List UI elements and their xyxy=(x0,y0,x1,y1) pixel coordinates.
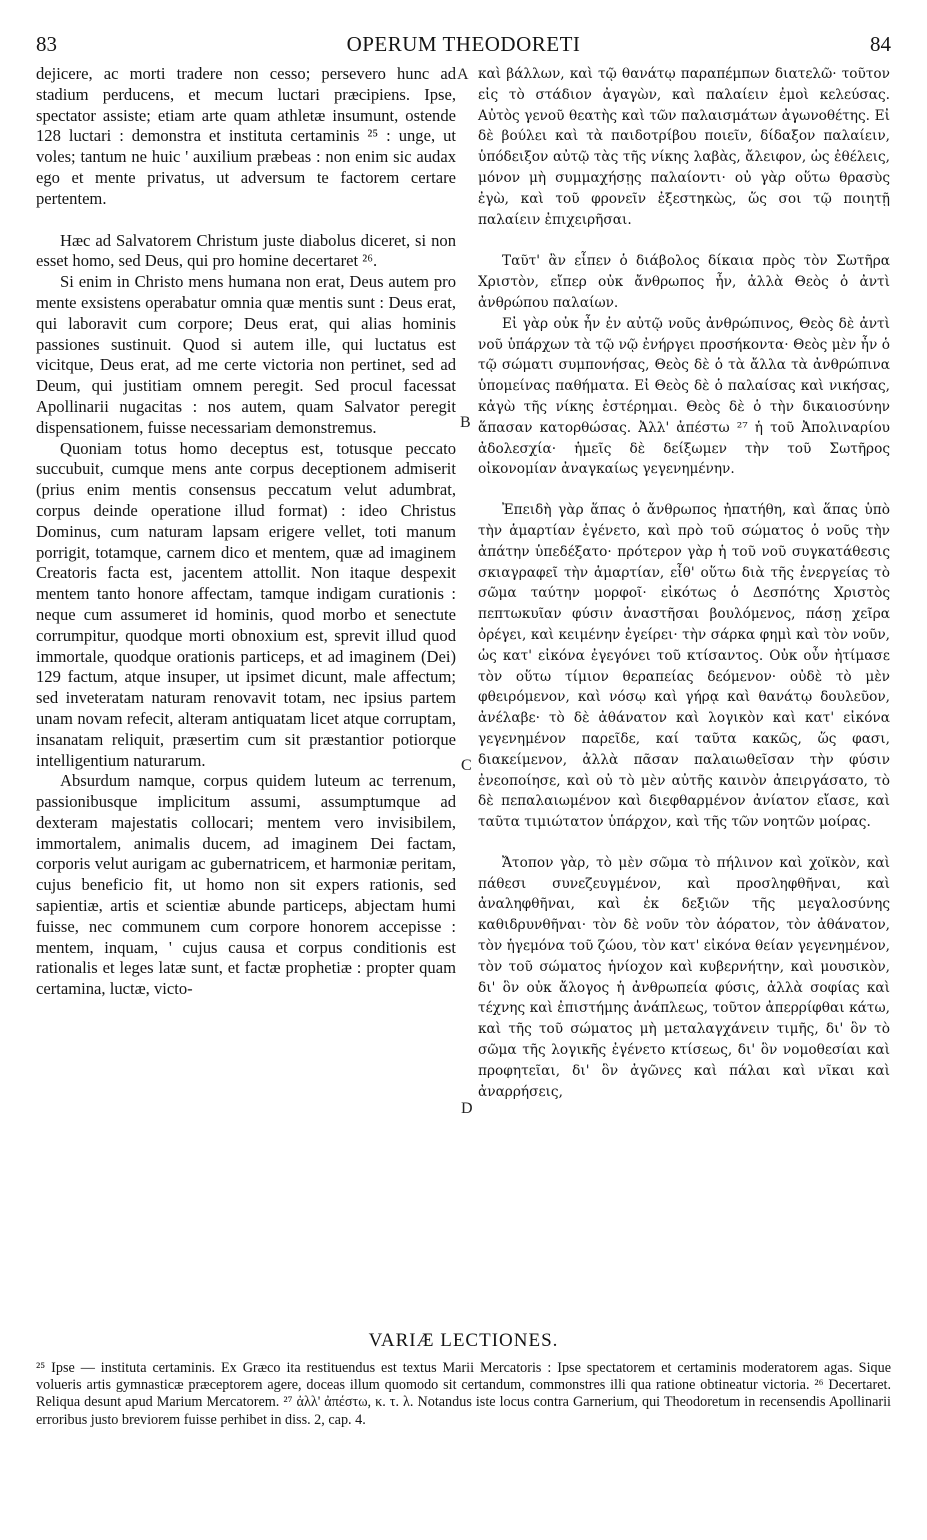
greek-paragraph: καὶ βάλλων, καὶ τῷ θανάτῳ παραπέμπων διατελῶ· τοῦτον εἰς τὸ στάδιον ἀγαγὼν, καὶ παλαίειν ἐμοὶ κελεύσας. Αὐτὸς γενοῦ θεατὴς καὶ τῶν παλαισμάτων ἀγωνοθέτης. Εἰ δὲ βούλει καὶ τὰ παιδοτρίβου ποιεῖν, δίδαξον παλαίειν, ὑπόδειξον αὐτῷ τὰς τῆς νίκης λαβὰς, ἄλειφον, ὡς ἐθέλεις, μόνον μὴ συμμαχήσῃς παλαίοντι· οὐ γὰρ οὕτω θρασὺς ἐγὼ, καὶ τοῦ φρονεῖν ἐξεστηκὼς, ὥς σοι τῷ ποιητῇ παλαίειν ἐπιχειρῆσαι. xyxy=(478,66,890,228)
variae-lectiones-heading: VARIÆ LECTIONES. xyxy=(368,1330,559,1351)
latin-paragraph: Quoniam totus homo deceptus est, totusque peccato succubuit, cumque mens ante corpus deceptionem admiserit (prius enim mentis consensus peccatum velut adumbrat, corpus deinde operatione illud format) : ideo Christus Dominus, cum naturam lapsam erigere vellet, toti manum porrigit, totamque, carnem dico et mentem, quæ ad imaginem Creatoris facta est, jacentem attollit. Non itaque despexit mentem tanto honore affectam, tamque indigam curationis : neque cum assumeret id hominis, quod morbo et senectute corrumpitur, quodque morti obnoxium est, sprevit illud quod immortale, quodque orationis particeps, et ad imaginem (Dei) 129 factum, atque insuper, ut ipsimet dicunt, male affectum; sed inveteratam naturam renovavit totam, nec ipsius partem unam novam refecit, alteram antiquatam licet atque corruptam, insanatam reliquit, præsertim cum sit præstantior potiorque intelligentium naturarum. xyxy=(36,438,456,770)
latin-column xyxy=(36,64,456,1000)
footnote-text: ²⁵ Ipse — instituta certaminis. Ex Græco ita restituendus est textus Marii Mercatoris : Ipse spectatorem et certaminis moderatorem agas. Sique volueris artis gymnasticæ præceptorem agere, doceas illum quomodo sit certandum, commonstres illi qua ratione obtineatur victoria. ²⁶ Decertaret. Reliqua desunt apud Marium Mercatorem. ²⁷ ἀλλ' ἀπέστω, κ. τ. λ. Notandus iste locus contra Garnerium, qui Theodoretum in recensendis Apollinarii erroribus justo breviorem fuisse perhibet in diss. 2, cap. 4. xyxy=(36,1360,891,1428)
margin-letter-a: A xyxy=(457,66,469,83)
right-page-number: 84 xyxy=(870,32,891,56)
latin-paragraph: Si enim in Christo mens humana non erat, Deus autem pro mente exsistens operabatur omnia quæ mentis sunt : Deus erat, qui laboravit cum corpore; Deus erat, qui alias hominis passiones sustinuit. Quod si autem ille, qui luctatus est vicitque, Deus erat, ad me certe victoria non pertinet, sed ad Deum, qui justitiam omnem peregit. Sed procul facessat Apollinarii nugacitas : nos autem, quam Salvator peregit dispensationem, fuisse necessariam demonstremus. xyxy=(36,272,456,437)
greek-paragraph: Ἄτοπον γὰρ, τὸ μὲν σῶμα τὸ πήλινον καὶ χοϊκὸν, καὶ πάθεσι συνεζευγμένον, καὶ προσληφθῆναι, καὶ ἀναληφθῆναι, καὶ ἐκ δεξιῶν τῆς μεγαλοσύνης καθιδρυνθῆναι· τὸν δὲ νοῦν τὸν ἀόρατον, τὸν ἀθάνατον, τὸν ἡγεμόνα τοῦ ζώου, τὸν κατ' εἰκόνα θείαν γεγενημένον, τὸν τοῦ σώματος ἡνίοχον καὶ κυβερνήτην, καὶ μουσικὸν, δι' ὃν οὐκ ἄλογος ἡ ἀνθρωπεία φύσις, ἀλλὰ σοφίας καὶ τέχνης καὶ ἐπιστήμης ἀνάπλεως, τοῦτον ἀπερρίφθαι κάτω, καὶ τῆς τοῦ σώματος μὴ μεταλαγχάνειν τιμῆς, δι' ὃν τὸ σῶμα τῆς λογικῆς ἐγένετο κτίσεως, δι' ὃν νομοθεσίαι καὶ προφητεῖαι, δι' ὃν ἀγῶνες καὶ πάλαι καὶ νῖκαι καὶ ἀναρρήσεις, xyxy=(478,854,890,1100)
greek-paragraph: Εἰ γὰρ οὐκ ἦν ἐν αὐτῷ νοῦς ἀνθρώπινος, Θεὸς δὲ ἀντὶ νοῦ ὑπάρχων τὰ τῷ νῷ ἐνήργει προσήκοντα· Θεὸς μὲν ἦν ὁ τῷ σώματι συμπονήσας, Θεὸς δὲ ὁ τὰ ἄλλα τὰ ἀνθρώπινα ὑπομείνας παθήματα. Εἰ Θεὸς δὲ ὁ παλαίσας καὶ νικήσας, κἀγὼ τῆς νίκης ἐστέρημαι. Θεὸς δὲ ὁ τὴν δικαιοσύνην ἅπασαν κατορθώσας. Ἀλλ' ἀπέστω ²⁷ ἡ τοῦ Ἀπολιναρίου ἀδολεσχία· ἡμεῖς δὲ δείξωμεν τὴν τοῦ Σωτῆρος οἰκονομίαν ἀναγκαίως γεγενημένην. xyxy=(478,315,890,478)
margin-letter-c: C xyxy=(461,757,472,774)
page-header xyxy=(36,32,891,62)
running-title: OPERUM THEODORETI xyxy=(346,32,581,56)
greek-paragraph: Ταῦτ' ἂν εἶπεν ὁ διάβολος δίκαια πρὸς τὸν Σωτῆρα Χριστὸν, εἴπερ οὐκ ἄνθρωπος ἦν, ἀλλὰ Θεὸς ὁ ἀντὶ ἀνθρώπου παλαίων. xyxy=(478,253,890,311)
latin-paragraph: Hæc ad Salvatorem Christum juste diabolus diceret, si non esset homo, sed Deus, qui pro homine decertaret ²⁶. xyxy=(36,230,456,271)
greek-paragraph: Ἐπειδὴ γὰρ ἅπας ὁ ἄνθρωπος ἠπατήθη, καὶ ἅπας ὑπὸ τὴν ἁμαρτίαν ἐγένετο, καὶ πρὸ τοῦ σώματος ὁ νοῦς τὴν ἀπάτην ὑπεδέξατο· πρότερον γὰρ ἡ τοῦ νοῦ συγκατάθεσις σκιαγραφεῖ τὴν ἁμαρτίαν, εἶθ' οὕτω διὰ τῆς ἐνεργείας τὸ σῶμα ταύτην μορφοῖ· εἰκότως ὁ Δεσπότης Χριστὸς πεπτωκυῖαν φύσιν ἀναστῆσαι βουλόμενος, πάσῃ χεῖρα ὀρέγει, καὶ κειμένην ἐγείρει· τὴν σάρκα φημὶ καὶ τὸν νοῦν, ὡς κατ' εἰκόνα ἐγεγόνει τοῦ κτίσαντος. Οὐκ οὖν ἠτίμασε τὸν οὕτω τίμιον θεραπείας δεόμενον· οὐδὲ τὸ μὲν φθειρόμενον, καὶ νόσῳ καὶ γήρᾳ καὶ θανάτῳ δουλεῦον, ἀνέλαβε· τὸ δὲ ἀθάνατον καὶ λογικὸν καὶ κατ' εἰκόνα γεγενημένον παρεῖδε, καί ταῦτα κακῶς, ὥς φασι, διακείμενον, ἀλλὰ πᾶσαν παλαιωθεῖσαν τὴν φύσιν ἐνεοποίησε, καὶ οὐ τὸ μὲν αὐτῆς καινὸν ἀπειργάσατο, τὸ δὲ πεπαλαιωμένον καὶ διεφθαρμένον ἀνίατον εἴασε, καὶ ταῦτα τιμιώτατον ὑπάρχον, καὶ τῆς τῶν νοητῶν μοίρας. xyxy=(478,502,890,831)
greek-column xyxy=(478,64,890,1102)
left-page-number: 83 xyxy=(36,32,57,56)
margin-letter-b: B xyxy=(460,414,471,431)
footnotes xyxy=(36,1360,891,1429)
latin-paragraph: dejicere, ac morti tradere non cesso; persevero hunc ad stadium perducens, et mecum luctari præcipiens. Ipse, spectator assiste; etiam arte quam athletæ insumunt, ostende 128 luctari : demonstra et instituta certaminis ²⁵ : unge, ut voles; tantum ne huic ' auxilium præbeas : non enim sic audax ego et mente privatus, ut adversum te factorem certare pertentem. xyxy=(36,64,456,208)
latin-paragraph: Absurdum namque, corpus quidem luteum ac terrenum, passionibusque implicitum assumi, assumptumque ad dexteram majestatis collocari; mentem vero invisibilem, immortalem, animalis ducem, ad imaginem Dei factam, corporis velut aurigam ac gubernatricem, et harmoniæ peritam, cujus beneficio fit, ut homo non sit expers rationis, sed sapientiæ, artis et scientiæ abunde particeps, abjectam humi fuisse, nec communem cum corpore honorem accepisse : mentem, inquam, ' cujus causa et corpus conditionis est rationalis et leges latæ sunt, et factæ prophetiæ : propter quam certamina, luctæ, victo- xyxy=(36,771,456,999)
margin-letter-d: D xyxy=(461,1100,473,1117)
